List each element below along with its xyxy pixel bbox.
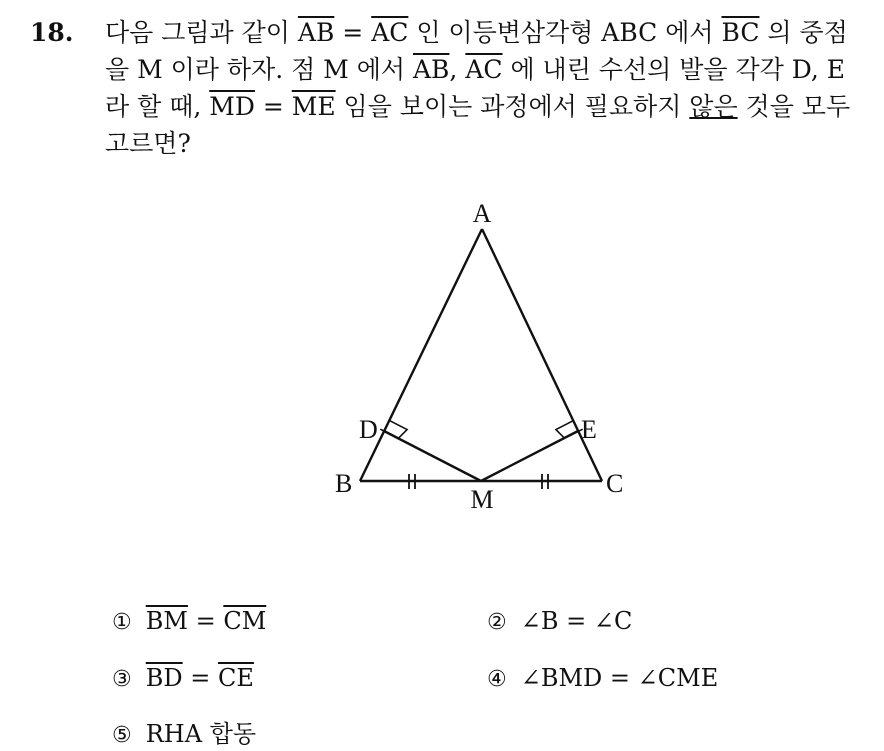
text-run: 다음 그림과 같이 xyxy=(105,18,298,47)
side-ab xyxy=(360,229,482,481)
text-run: 임을 보이는 과정에서 필요하지 xyxy=(335,92,690,121)
choice-2[interactable] xyxy=(487,606,632,638)
text-run: ∠BMD = ∠CME xyxy=(520,664,719,692)
question-number: 18. xyxy=(30,18,74,47)
choice-text xyxy=(146,720,256,748)
segment-notation: $\overline{AB}$ xyxy=(412,55,450,84)
point-label-m: M xyxy=(470,485,494,514)
choice-text xyxy=(146,607,267,635)
segment-notation: $\overline{AC}$ xyxy=(465,55,503,84)
choice-5[interactable] xyxy=(112,719,256,751)
segment-notation: $\overline{MD}$ xyxy=(209,92,255,121)
segment-notation: $\overline{AB}$ xyxy=(297,18,335,47)
text-run: 것을 모두 고르면? xyxy=(105,92,851,158)
segment-notation: $\overline{CM}$ xyxy=(223,607,267,635)
segment-notation: $\overline{CE}$ xyxy=(218,664,254,692)
choice-number: ② xyxy=(487,610,507,635)
choice-number: ③ xyxy=(112,667,132,692)
segment-notation: $\overline{BM}$ xyxy=(145,607,188,635)
segment-notation: $\overline{BD}$ xyxy=(145,664,183,692)
text-run: 의 중점을 M 이라 하자. 점 M 에서 xyxy=(105,18,848,84)
text-run: RHA 합동 xyxy=(145,720,257,748)
choice-1[interactable] xyxy=(112,606,266,638)
text-run: = xyxy=(334,18,372,47)
text-run: ∠B = ∠C xyxy=(520,607,633,635)
vertex-label-c: C xyxy=(606,469,624,498)
text-run: 인 이등변삼각형 ABC 에서 xyxy=(408,18,722,47)
text-run: , xyxy=(449,55,466,84)
text-run: = xyxy=(187,607,224,635)
text-run: = xyxy=(182,664,218,692)
segment-notation: $\overline{ME}$ xyxy=(291,92,336,121)
choice-number: ① xyxy=(112,610,132,635)
text-run: 에 내린 수선의 발을 각각 D, E 라 할 때, xyxy=(105,55,845,121)
choice-text xyxy=(521,607,633,635)
segment-notation: $\overline{AC}$ xyxy=(371,18,409,47)
choice-text xyxy=(146,664,254,692)
point-label-d: D xyxy=(359,415,378,444)
choice-4[interactable] xyxy=(487,663,718,695)
choice-text xyxy=(521,664,719,692)
segment-me xyxy=(481,431,578,481)
text-run: = xyxy=(254,92,292,121)
point-label-e: E xyxy=(581,415,597,444)
vertex-label-a: A xyxy=(472,199,492,228)
vertex-label-b: B xyxy=(335,469,353,498)
emphasis-text: 않은 xyxy=(689,92,738,121)
segment-notation: $\overline{BC}$ xyxy=(721,18,760,47)
choice-number: ⑤ xyxy=(112,723,132,748)
choice-3[interactable] xyxy=(112,663,254,695)
choice-number: ④ xyxy=(487,667,507,692)
